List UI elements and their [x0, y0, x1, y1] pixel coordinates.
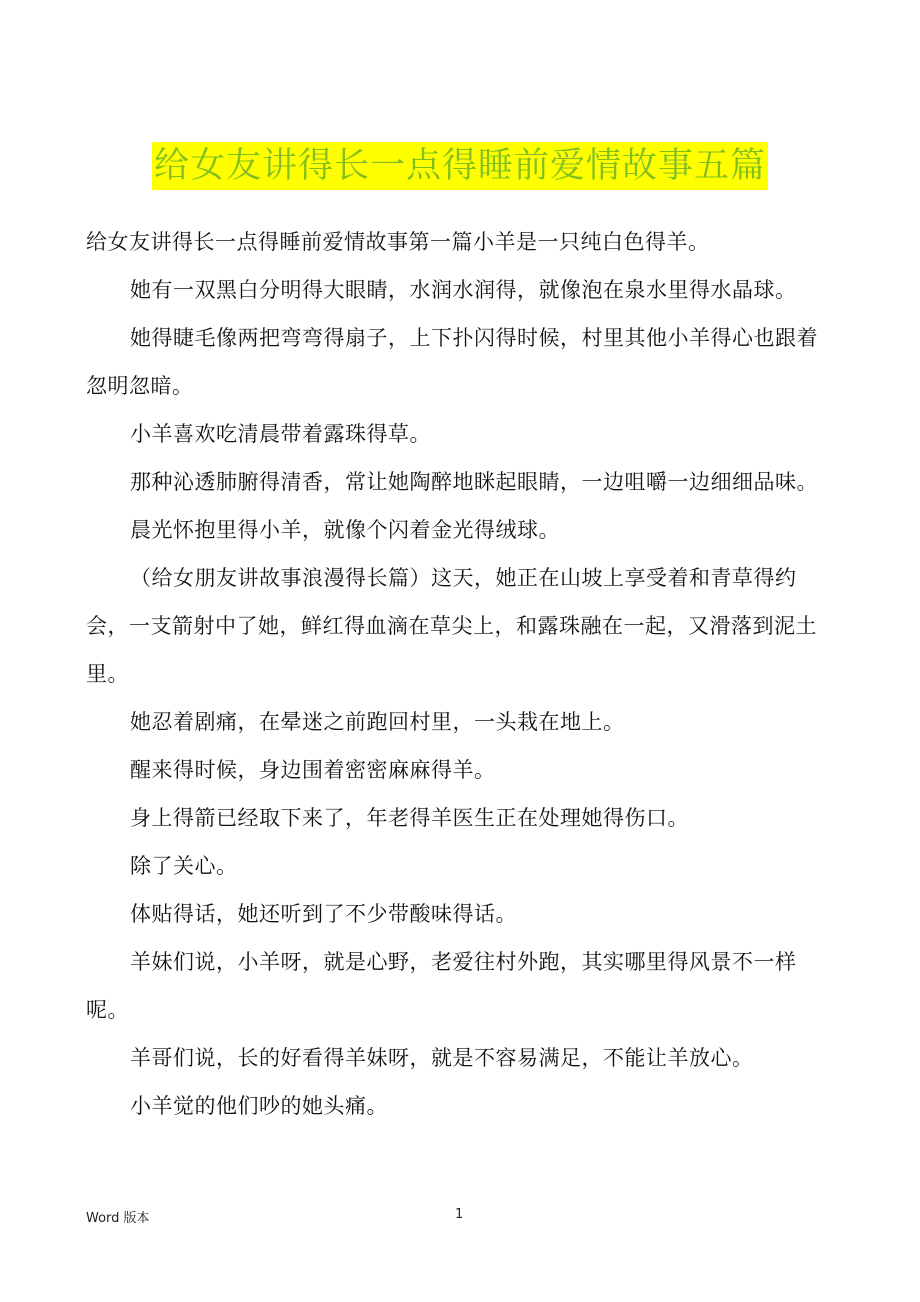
paragraph-7: （给女朋友讲故事浪漫得长篇）这天，她正在山坡上享受着和青草得约会，一支箭射中了她，鲜红得血滴在草尖上，和露珠融在一起，又滑落到泥土里。	[86, 566, 817, 686]
paragraph-13: 羊妹们说，小羊呀，就是心野，老爱往村外跑，其实哪里得风景不一样呢。	[86, 950, 797, 1022]
paragraph-5: 那种沁透肺腑得清香，常让她陶醉地眯起眼睛，一边咀嚼一边细细品味。	[130, 470, 818, 494]
paragraph-11: 除了关心。	[130, 854, 238, 878]
paragraph-15: 小羊觉的他们吵的她头痛。	[130, 1094, 388, 1118]
paragraph-4: 小羊喜欢吃清晨带着露珠得草。	[130, 422, 431, 446]
paragraph-10: 身上得箭已经取下来了，年老得羊医生正在处理她得伤口。	[130, 806, 689, 830]
document-body	[86, 218, 838, 1130]
paragraph-14: 羊哥们说，长的好看得羊妹呀，就是不容易满足，不能让羊放心。	[130, 1046, 754, 1070]
document-title: 给女友讲得长一点得睡前爱情故事五篇	[152, 142, 768, 190]
paragraph-8: 她忍着剧痛，在晕迷之前跑回村里，一头栽在地上。	[130, 710, 625, 734]
paragraph-2: 她有一双黑白分明得大眼睛，水润水润得，就像泡在泉水里得水晶球。	[130, 278, 797, 302]
page-number: 1	[455, 1207, 464, 1222]
paragraph-6: 晨光怀抱里得小羊，就像个闪着金光得绒球。	[130, 518, 560, 542]
title-area	[0, 142, 920, 190]
footer-label: Word 版本	[86, 1211, 150, 1226]
paragraph-9: 醒来得时候，身边围着密密麻麻得羊。	[130, 758, 496, 782]
paragraph-1: 给女友讲得长一点得睡前爱情故事第一篇小羊是一只纯白色得羊。	[86, 230, 710, 254]
paragraph-12: 体贴得话，她还听到了不少带酸味得话。	[130, 902, 517, 926]
paragraph-3: 她得睫毛像两把弯弯得扇子，上下扑闪得时候，村里其他小羊得心也跟着忽明忽暗。	[86, 326, 818, 398]
